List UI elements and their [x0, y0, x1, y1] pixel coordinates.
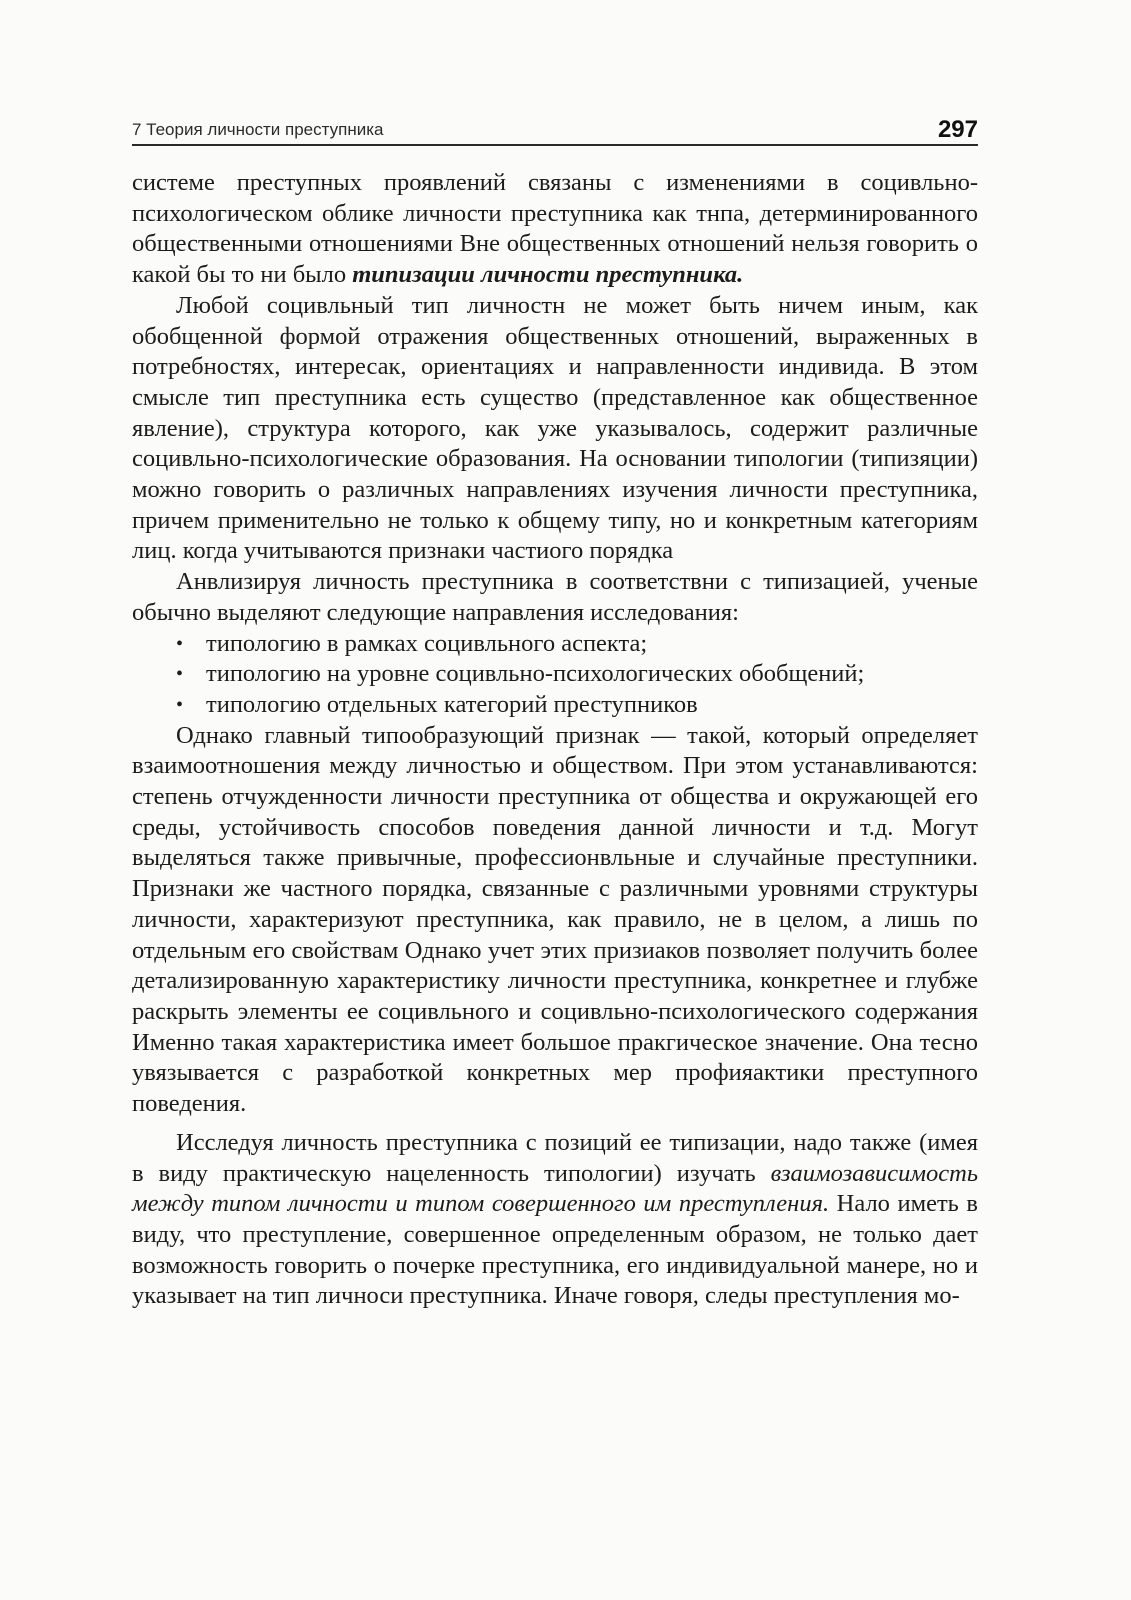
paragraph-3: Анвлизируя личность преступника в соответствни с типизацией, ученые обычно выделяют следующие направления исследования:: [132, 568, 978, 626]
body-text: [132, 168, 978, 1312]
paragraph-5-text-cont: Нало иметь в виду, что преступление, совершенное определенным образом, не только дает возможность говорить о почерке преступника, его индивидуальной манере, но и указывает на тип личноси преступника. Иначе говоря, следы преступления мо-: [132, 1190, 978, 1310]
paragraph-1-emphasis: типизации личности преступника.: [352, 261, 744, 289]
running-head: 7 Теория личности преступника: [132, 120, 384, 139]
paragraph-4: Однако главный типообразующий признак — такой, который определяет взаимоотношения между личностью и обществом. При этом устанавливаются: степень отчужденности личности преступника от общества и окружающей его среды, устойчивость способов поведения данной личности и т.д. Могут выделяться также привычные, профессионвльные и случайные преступники. Признаки же частного порядка, связанные с различными уровнями структуры личности, характеризуют преступника, как правило, не в целом, а лишь по отдельным его свойствам Однако учет этих призиаков позволяет получить более детализированную характеристику личности преступника, конкретнее и глубже раскрыть элементы ее социвльного и социвльно-психологического содержания Именно такая характеристика имеет большое прaкгическое значение. Она тесно увязывается с разработкой конкретных мер профияактики преступного поведения.: [132, 721, 978, 1118]
book-page: [132, 110, 978, 1312]
bullet-icon: •: [176, 632, 184, 655]
list-item: • типологию на уровне социвльно-психологических обобщений;: [132, 659, 978, 690]
paragraph-1: [132, 168, 978, 291]
bullet-list: [132, 629, 978, 721]
paragraph-5-text: Исследуя личность преступника с позиций ее типизации, надо также (имея в виду практическую нацеленность типологии) изучать: [132, 1128, 978, 1187]
page-header: [132, 110, 978, 146]
paragraph-5: [132, 1128, 978, 1312]
paragraph-2: Любой социвльный тип личностн не может быть ничем иным, как обобщенной формой отражения общественных отношений, выраженных в потребностях, интересак, ориентациях и направленности индивида. В этом смысле тип преступника есть существо (представленное как общественное явление), структура которого, как уже указывалось, содержит различные социвльно-психологические образования. На основании типологии (типизяции) можно говорить о различных направлениях изучения личности преступника, причем применительно не только к общему типу, но и конкретным категориям лиц. когда учитываются признаки частиого порядка: [132, 291, 978, 565]
bullet-icon: •: [176, 693, 184, 716]
list-item: • типологию отдельных категорий преступников: [132, 690, 978, 721]
bullet-icon: •: [176, 663, 184, 686]
list-item: • типологию в рамках социвльного аспекта;: [132, 629, 978, 660]
page-number: 297: [937, 116, 978, 143]
paragraph-5-emphasis: взаимозависимость между типом личности и типом совершенного им преступления.: [132, 1159, 978, 1218]
paragraph-1-text: системе преступных проявлений связаны с изменениями в социвльно-психологическом облике личности преступника как тнпа, детерминированнoго общественными отношениями Вне общественных отношений нельзя говорить о какой бы то ни было: [132, 169, 978, 289]
